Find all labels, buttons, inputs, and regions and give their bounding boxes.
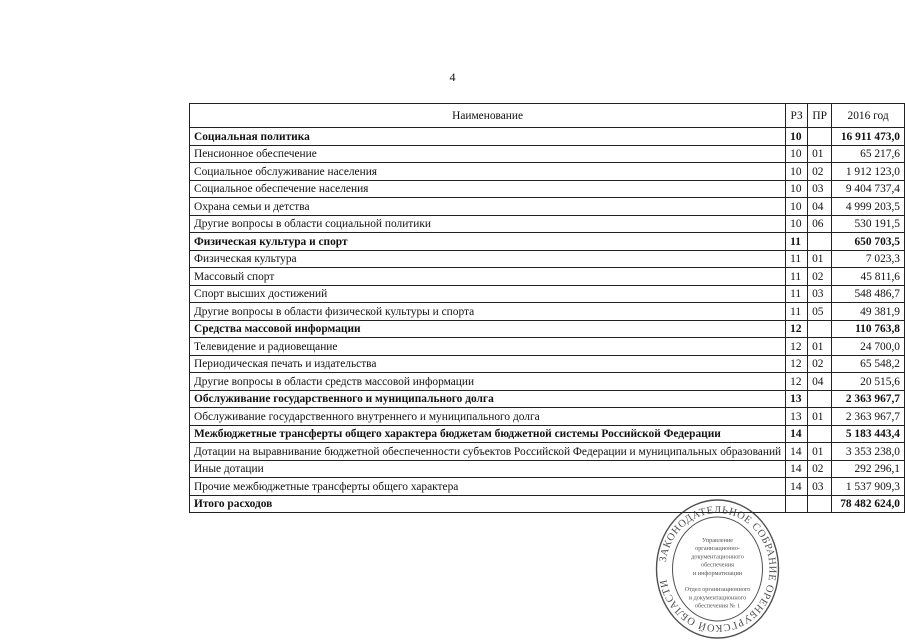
table-row [190, 460, 905, 478]
row-rz-cell: 10 [786, 215, 808, 233]
table-row [190, 478, 905, 496]
row-pr-cell: 03 [808, 285, 832, 303]
row-value-cell: 1 537 909,3 [832, 478, 905, 496]
row-name-cell: Обслуживание государственного и муниципального долга [190, 390, 786, 408]
seal-inner-line: организационно- [695, 545, 740, 553]
row-rz-cell: 13 [786, 390, 808, 408]
row-value-cell: 4 999 203,5 [832, 198, 905, 216]
row-name-cell: Спорт высших достижений [190, 285, 786, 303]
table-row [190, 198, 905, 216]
row-value-cell: 78 482 624,0 [832, 495, 905, 513]
row-value-cell: 530 191,5 [832, 215, 905, 233]
row-name-cell: Периодическая печать и издательства [190, 355, 786, 373]
row-rz-cell: 10 [786, 180, 808, 198]
seal-inner-line: Отдел организационного [684, 586, 751, 594]
row-pr-cell: 01 [808, 338, 832, 356]
row-rz-cell: 10 [786, 145, 808, 163]
total-row [190, 495, 905, 513]
table-row [190, 163, 905, 181]
row-rz-cell: 13 [786, 408, 808, 426]
row-rz-cell [786, 495, 808, 513]
row-pr-cell: 02 [808, 163, 832, 181]
seal-inner-line: документационного [691, 553, 744, 561]
row-name-cell: Обслуживание государственного внутреннего и муниципального долга [190, 408, 786, 426]
table-row [190, 180, 905, 198]
table-row [190, 250, 905, 268]
row-value-cell: 45 811,6 [832, 268, 905, 286]
row-rz-cell: 10 [786, 128, 808, 146]
row-rz-cell: 12 [786, 373, 808, 391]
row-pr-cell: 04 [808, 198, 832, 216]
section-row [190, 390, 905, 408]
row-rz-cell: 11 [786, 250, 808, 268]
row-rz-cell: 14 [786, 425, 808, 443]
row-value-cell: 7 023,3 [832, 250, 905, 268]
row-value-cell: 3 353 238,0 [832, 443, 905, 461]
seal-inner-line: обеспечения [700, 561, 735, 569]
row-pr-cell [808, 233, 832, 251]
header-year: 2016 год [832, 104, 905, 128]
row-value-cell: 5 183 443,4 [832, 425, 905, 443]
table-row [190, 145, 905, 163]
seal-inner-line: и документационного [688, 594, 747, 602]
row-pr-cell: 01 [808, 145, 832, 163]
row-name-cell: Дотации на выравнивание бюджетной обеспеченности субъектов Российской Федерации и муниципальных образований [190, 443, 786, 461]
table-row [190, 355, 905, 373]
row-name-cell: Социальное обеспечение населения [190, 180, 786, 198]
row-rz-cell: 11 [786, 233, 808, 251]
row-name-cell: Массовый спорт [190, 268, 786, 286]
row-value-cell: 65 217,6 [832, 145, 905, 163]
row-pr-cell: 01 [808, 443, 832, 461]
svg-text:ЗАКОНОДАТЕЛЬНОЕ СОБРАНИЕ ОРЕНБ: ЗАКОНОДАТЕЛЬНОЕ СОБРАНИЕ ОРЕНБУРГСКОЙ ОБЛАСТИ [657, 504, 778, 634]
row-value-cell: 9 404 737,4 [832, 180, 905, 198]
table-header-row [190, 104, 905, 128]
row-value-cell: 650 703,5 [832, 233, 905, 251]
table-row [190, 338, 905, 356]
row-rz-cell: 14 [786, 460, 808, 478]
seal-inner-line: и информатизации [692, 569, 743, 577]
section-row [190, 320, 905, 338]
row-value-cell: 65 548,2 [832, 355, 905, 373]
row-rz-cell: 11 [786, 268, 808, 286]
seal-inner-line: Управление [701, 537, 734, 544]
section-row [190, 425, 905, 443]
row-value-cell: 20 515,6 [832, 373, 905, 391]
row-pr-cell [808, 390, 832, 408]
row-name-cell: Иные дотации [190, 460, 786, 478]
row-name-cell: Пенсионное обеспечение [190, 145, 786, 163]
header-name: Наименование [190, 104, 786, 128]
row-value-cell: 110 763,8 [832, 320, 905, 338]
row-name-cell: Телевидение и радиовещание [190, 338, 786, 356]
row-name-cell: Физическая культура [190, 250, 786, 268]
row-pr-cell: 05 [808, 303, 832, 321]
row-name-cell: Другие вопросы в области социальной политики [190, 215, 786, 233]
row-value-cell: 24 700,0 [832, 338, 905, 356]
table-row [190, 443, 905, 461]
page-number: 4 [449, 70, 456, 84]
header-rz: РЗ [786, 104, 808, 128]
table-row [190, 303, 905, 321]
row-name-cell: Другие вопросы в области физической культуры и спорта [190, 303, 786, 321]
seal-inner-line: обеспечения № 1 [694, 602, 741, 610]
row-pr-cell [808, 128, 832, 146]
row-rz-cell: 12 [786, 355, 808, 373]
row-value-cell: 2 363 967,7 [832, 390, 905, 408]
row-rz-cell: 12 [786, 338, 808, 356]
row-pr-cell: 01 [808, 408, 832, 426]
row-pr-cell: 06 [808, 215, 832, 233]
row-rz-cell: 12 [786, 320, 808, 338]
row-rz-cell: 14 [786, 478, 808, 496]
table-row [190, 408, 905, 426]
table-row [190, 285, 905, 303]
row-pr-cell: 03 [808, 180, 832, 198]
section-row [190, 128, 905, 146]
row-name-cell: Межбюджетные трансферты общего характера бюджетам бюджетной системы Российской Федерации [190, 425, 786, 443]
budget-table [189, 103, 905, 513]
row-rz-cell: 14 [786, 443, 808, 461]
row-pr-cell: 02 [808, 268, 832, 286]
row-rz-cell: 11 [786, 285, 808, 303]
table-row [190, 215, 905, 233]
row-pr-cell: 01 [808, 250, 832, 268]
row-name-cell: Социальное обслуживание населения [190, 163, 786, 181]
row-value-cell: 49 381,9 [832, 303, 905, 321]
row-name-cell: Физическая культура и спорт [190, 233, 786, 251]
row-name-cell: Социальная политика [190, 128, 786, 146]
table-row [190, 268, 905, 286]
row-name-cell: Охрана семьи и детства [190, 198, 786, 216]
row-name-cell: Средства массовой информации [190, 320, 786, 338]
row-name-cell: Итого расходов [190, 495, 786, 513]
row-value-cell: 548 486,7 [832, 285, 905, 303]
row-pr-cell: 03 [808, 478, 832, 496]
official-seal [655, 498, 780, 640]
row-name-cell: Прочие межбюджетные трансферты общего характера [190, 478, 786, 496]
row-pr-cell [808, 495, 832, 513]
header-pr: ПР [808, 104, 832, 128]
row-pr-cell: 04 [808, 373, 832, 391]
table-row [190, 373, 905, 391]
row-rz-cell: 11 [786, 303, 808, 321]
row-rz-cell: 10 [786, 198, 808, 216]
row-value-cell: 2 363 967,7 [832, 408, 905, 426]
row-pr-cell: 02 [808, 355, 832, 373]
row-pr-cell: 02 [808, 460, 832, 478]
row-value-cell: 292 296,1 [832, 460, 905, 478]
row-rz-cell: 10 [786, 163, 808, 181]
row-pr-cell [808, 320, 832, 338]
row-pr-cell [808, 425, 832, 443]
row-value-cell: 1 912 123,0 [832, 163, 905, 181]
row-value-cell: 16 911 473,0 [832, 128, 905, 146]
section-row [190, 233, 905, 251]
row-name-cell: Другие вопросы в области средств массовой информации [190, 373, 786, 391]
